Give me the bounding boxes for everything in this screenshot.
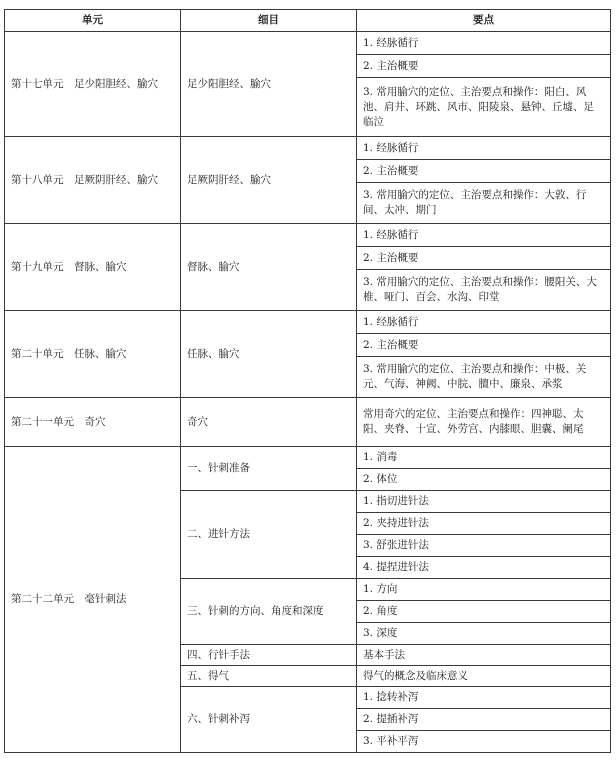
point-cell: 1. 经脉循行 bbox=[357, 311, 611, 334]
syllabus-page bbox=[4, 9, 610, 753]
table-row bbox=[5, 311, 611, 334]
item-cell: 三、针刺的方向、角度和深度 bbox=[181, 579, 357, 645]
point-cell: 2. 主治概要 bbox=[357, 247, 611, 270]
syllabus-table bbox=[4, 9, 611, 753]
point-cell: 2. 角度 bbox=[357, 601, 611, 623]
point-cell: 1. 方向 bbox=[357, 579, 611, 601]
point-cell: 1. 经脉循行 bbox=[357, 137, 611, 160]
point-cell: 2. 主治概要 bbox=[357, 334, 611, 357]
point-cell: 3. 舒张进针法 bbox=[357, 535, 611, 557]
point-cell: 2. 主治概要 bbox=[357, 55, 611, 78]
point-cell: 1. 经脉循行 bbox=[357, 224, 611, 247]
unit-cell: 第十八单元 足厥阴肝经、腧穴 bbox=[5, 137, 181, 224]
point-cell: 基本手法 bbox=[357, 645, 611, 666]
point-cell: 3. 平补平泻 bbox=[357, 731, 611, 753]
item-cell: 四、行针手法 bbox=[181, 645, 357, 666]
item-cell: 六、针刺补泻 bbox=[181, 687, 357, 753]
point-cell: 3. 常用腧穴的定位、主治要点和操作：腰阳关、大椎、哑门、百会、水沟、印堂 bbox=[357, 270, 611, 311]
point-cell: 1. 指切进针法 bbox=[357, 491, 611, 513]
header-item: 细目 bbox=[181, 10, 357, 32]
point-cell: 1. 经脉循行 bbox=[357, 32, 611, 55]
table-row bbox=[5, 137, 611, 160]
point-cell: 常用奇穴的定位、主治要点和操作：四神聪、太阳、夹脊、十宣、外劳宫、内膝眼、胆囊、阑尾 bbox=[357, 398, 611, 447]
table-row bbox=[5, 447, 611, 469]
item-cell: 五、得气 bbox=[181, 666, 357, 687]
point-cell: 2. 主治概要 bbox=[357, 160, 611, 183]
item-cell: 足厥阴肝经、腧穴 bbox=[181, 137, 357, 224]
point-cell: 1. 捻转补泻 bbox=[357, 687, 611, 709]
item-cell: 二、进针方法 bbox=[181, 491, 357, 579]
table-row bbox=[5, 32, 611, 55]
point-cell: 2. 夹持进针法 bbox=[357, 513, 611, 535]
unit-cell: 第二十二单元 毫针刺法 bbox=[5, 447, 181, 753]
point-cell: 3. 常用腧穴的定位、主治要点和操作：中极、关元、气海、神阙、中脘、膻中、廉泉、承浆 bbox=[357, 357, 611, 398]
table-row bbox=[5, 398, 611, 447]
point-cell: 2. 体位 bbox=[357, 469, 611, 491]
unit-cell: 第十七单元 足少阳胆经、腧穴 bbox=[5, 32, 181, 137]
unit-cell: 第二十一单元 奇穴 bbox=[5, 398, 181, 447]
unit-cell: 第二十单元 任脉、腧穴 bbox=[5, 311, 181, 398]
header-unit: 单元 bbox=[5, 10, 181, 32]
point-cell: 2. 提插补泻 bbox=[357, 709, 611, 731]
item-cell: 任脉、腧穴 bbox=[181, 311, 357, 398]
point-cell: 1. 消毒 bbox=[357, 447, 611, 469]
point-cell: 3. 常用腧穴的定位、主治要点和操作：阳白、风池、肩井、环跳、风市、阳陵泉、悬钟、丘墟、足临泣 bbox=[357, 78, 611, 137]
point-cell: 3. 深度 bbox=[357, 623, 611, 645]
point-cell: 4. 提捏进针法 bbox=[357, 557, 611, 579]
header-row bbox=[5, 10, 611, 32]
item-cell: 督脉、腧穴 bbox=[181, 224, 357, 311]
item-cell: 一、针刺准备 bbox=[181, 447, 357, 491]
header-points: 要点 bbox=[357, 10, 611, 32]
item-cell: 奇穴 bbox=[181, 398, 357, 447]
item-cell: 足少阳胆经、腧穴 bbox=[181, 32, 357, 137]
point-cell: 3. 常用腧穴的定位、主治要点和操作：大敦、行间、太冲、期门 bbox=[357, 183, 611, 224]
table-row bbox=[5, 224, 611, 247]
unit-cell: 第十九单元 督脉、腧穴 bbox=[5, 224, 181, 311]
point-cell: 得气的概念及临床意义 bbox=[357, 666, 611, 687]
